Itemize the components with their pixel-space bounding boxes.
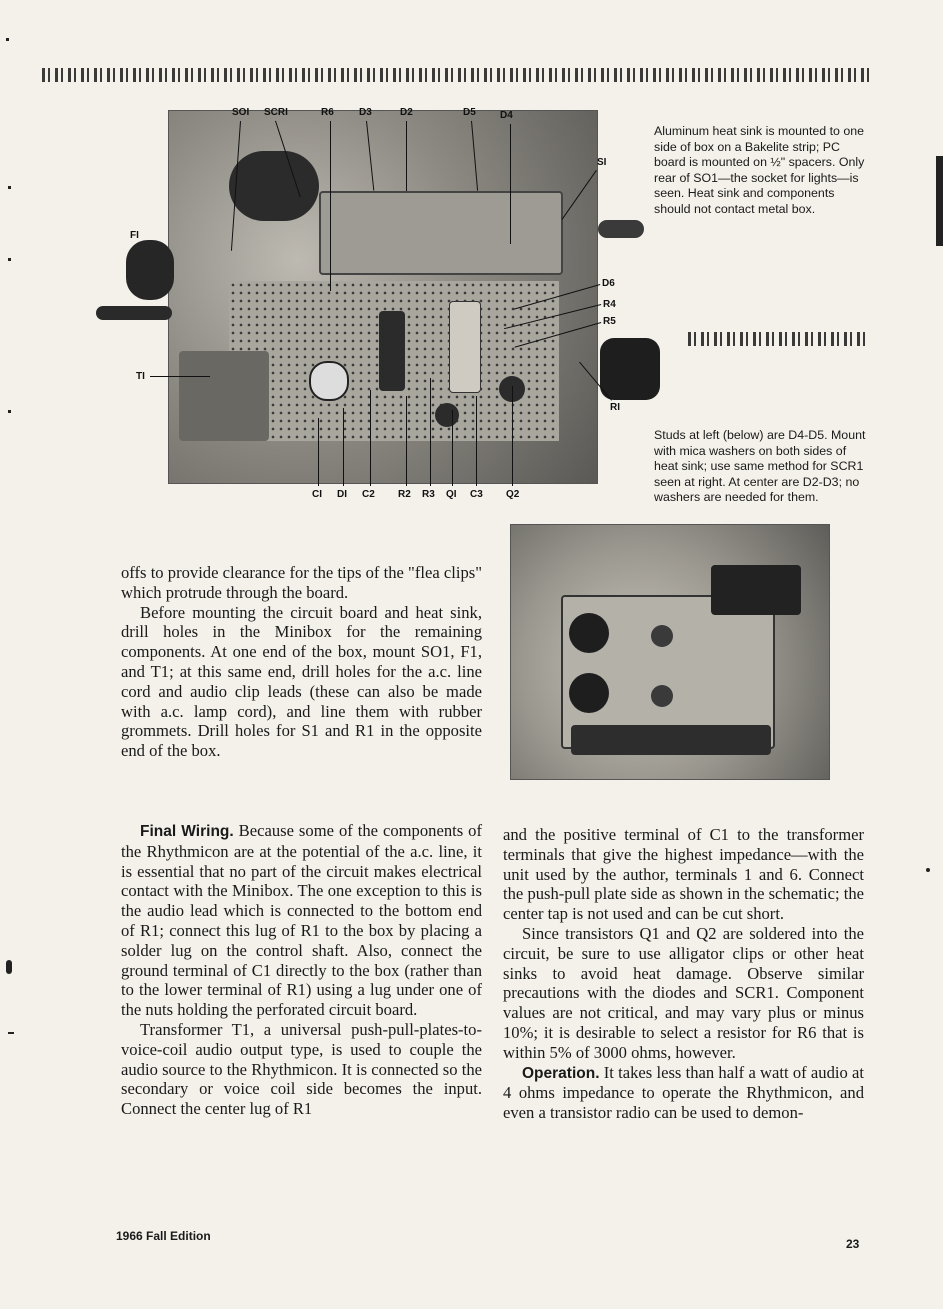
bracket [571,725,771,755]
margin-mark [926,868,930,872]
paragraph: Since transistors Q1 and Q2 are soldered into the circuit, be sure to use alligator clips or other heat sinks to avoid heat damage. Observe similar precautions with the diodes and SCR1. Component values are not critical, and may vary plus or minus 10%; it is desirable to select a resistor for R6 that is within 5% of 3000 ohms, however. [503,923,864,1062]
paragraph: offs to provide clearance for the tips of the "flea clips" which protrude through the board. [121,563,482,602]
paragraph [503,1063,864,1123]
page-number: 23 [846,1237,860,1251]
footer-edition: 1966 Fall Edition [116,1229,211,1243]
knob [600,338,660,400]
margin-mark [6,960,12,974]
component [229,151,319,221]
leader-line [318,418,319,486]
leader-line [476,396,477,486]
component [449,301,481,393]
heat-sink [319,191,563,275]
margin-mark [8,186,11,189]
leader-line [512,386,513,486]
margin-mark [936,156,943,246]
label-t1: TI [136,371,145,382]
leader-line [406,121,407,191]
label-r4: R4 [603,299,616,310]
leader-line [343,408,344,486]
label-q1: QI [446,489,457,500]
label-d3: D3 [359,107,372,118]
label-r3: R3 [422,489,435,500]
circuit-photo-top-view [168,110,598,484]
heat-sink-photo [510,524,830,780]
label-r5: R5 [603,316,616,327]
label-so1: SOI [232,107,250,118]
label-d4: D4 [500,110,513,121]
transformer [179,351,269,441]
paragraph: and the positive terminal of C1 to the transformer terminals that give the highest impedance—with the unit used by the author, terminals 1 and 6. Connect the push-pull plate side as shown in the schematic; the center tap is not used and can be cut short. [503,825,864,924]
paragraph: Before mounting the circuit board and heat sink, drill holes in the Minibox for the remaining components. At one end of the box, mount SO1, F1, and T1; at this same end, drill holes for the a.c. line cord and audio clip leads (these can also be made with a.c. lamp cord), and line them with rubber grommets. Drill holes for S1 and R1 in the opposite end of the box. [121,602,482,761]
component [435,403,459,427]
label-r2: R2 [398,489,411,500]
fuse-holder [126,240,174,300]
paragraph: Transformer T1, a universal push-pull-plates-to-voice-coil audio output type, is used to couple the audio source to the Rhythmicon. It is connected so the secondary or voice coil side becomes the input. Connect the center lug of R1 [121,1019,482,1119]
stud [651,625,673,647]
section-heading-final-wiring: Final Wiring. [140,823,234,840]
leader-line [370,390,371,486]
margin-mark [8,258,11,261]
ornament-rule-small [688,332,868,346]
leader-line [510,124,511,244]
margin-mark [8,1032,14,1034]
margin-mark [6,38,9,41]
label-c2: C2 [362,489,375,500]
paragraph-text: It takes less than half a watt of audio at 4 ohms impedance to operate the Rhythmicon, and even a transistor radio can be used to demon- [503,1062,864,1123]
leader-line [430,378,431,486]
leader-line [330,121,331,291]
body-text-column-left-bottom [121,821,482,1119]
leader-line [150,376,210,377]
label-c1: CI [312,489,322,500]
body-text-column-right [503,825,864,1123]
label-d1: DI [337,489,347,500]
stud [569,673,609,713]
toggle-switch [598,220,644,238]
leader-line [452,410,453,486]
label-c3: C3 [470,489,483,500]
component [711,565,801,615]
leader-line [406,396,407,486]
stud [651,685,673,707]
photo-caption-studs: Studs at left (below) are D4-D5. Mount with mica washers on both sides of heat sink; use same method for SCR1 seen at right. At center are D2-D3; no washers are needed for them. [654,428,866,505]
label-r1: RI [610,402,620,413]
margin-mark [8,410,11,413]
paragraph-text: Because some of the components of the Rhythmicon are at the potential of the a.c. line, it is essential that no part of the circuit makes electrical contact with the Minibox. The one exception to this is the audio lead which is connected to the bottom end of R1; connect this lug of R1 to the box by placing a solder lug on the control shaft. Also, connect the ground terminal of C1 directly to the box (rather than to the lower terminal of R1) using a lug under one of the nuts holding the perforated circuit board. [121,821,482,1020]
label-r6: R6 [321,107,334,118]
component [379,311,405,391]
line-cord [96,306,172,320]
section-heading-operation: Operation. [522,1064,600,1082]
label-s1: SI [597,157,607,168]
ornament-rule-top [42,68,870,82]
component [309,361,349,401]
label-d5: D5 [463,107,476,118]
label-d6: D6 [602,278,615,289]
stud [569,613,609,653]
body-text-column-left-top [121,563,482,761]
photo-caption-heat-sink: Aluminum heat sink is mounted to one side of box on a Bakelite strip; PC board is mounted on ½" spacers. Only rear of SO1—the socket for lights—is seen. Heat sink and components should not contact metal box. [654,124,865,216]
label-q2: Q2 [506,489,520,500]
label-d2: D2 [400,107,413,118]
paragraph [121,821,482,1020]
label-f1: FI [130,230,139,241]
label-scr1: SCRI [264,107,288,118]
